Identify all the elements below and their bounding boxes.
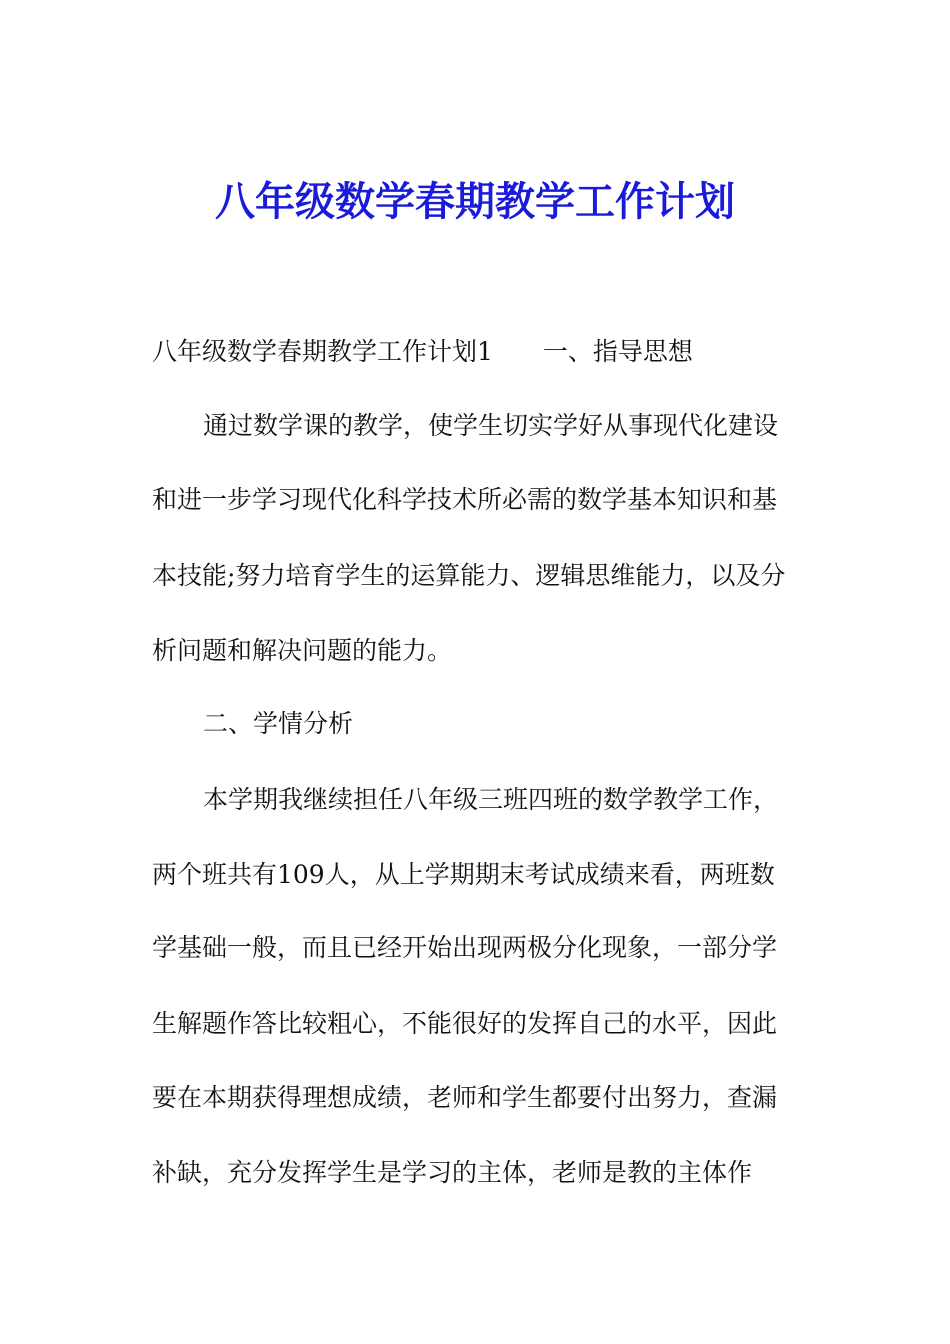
plan-label: 八年级数学春期教学工作计划1 — [152, 337, 493, 366]
paragraph-2-line: 本学期我继续担任八年级三班四班的数学教学工作， — [203, 785, 779, 814]
paragraph-1-line: 通过数学课的教学，使学生切实学好从事现代化建设 — [203, 411, 779, 440]
section-two-heading: 二、学情分析 — [203, 709, 354, 738]
paragraph-2-line: 生解题作答比较粗心，不能很好的发挥自己的水平，因此 — [152, 1009, 778, 1038]
paragraph-1-line: 析问题和解决问题的能力。 — [152, 636, 453, 665]
paragraph-2-line: 补缺，充分发挥学生是学习的主体，老师是教的主体作 — [152, 1158, 753, 1187]
paragraph-2-line: 两个班共有109人，从上学期期末考试成绩来看，两班数 — [152, 860, 775, 889]
paragraph-2-line: 学基础一般，而且已经开始出现两极分化现象，一部分学 — [152, 933, 778, 962]
paragraph-1-line: 本技能;努力培育学生的运算能力、逻辑思维能力，以及分 — [152, 561, 786, 590]
paragraph-1-line: 和进一步学习现代化科学技术所必需的数学基本知识和基 — [152, 485, 778, 514]
section-one-heading: 一、指导思想 — [542, 337, 693, 366]
document-title: 八年级数学春期教学工作计划 — [215, 178, 735, 225]
paragraph-2-line: 要在本期获得理想成绩，老师和学生都要付出努力，查漏 — [152, 1083, 778, 1112]
first-line — [152, 332, 693, 372]
